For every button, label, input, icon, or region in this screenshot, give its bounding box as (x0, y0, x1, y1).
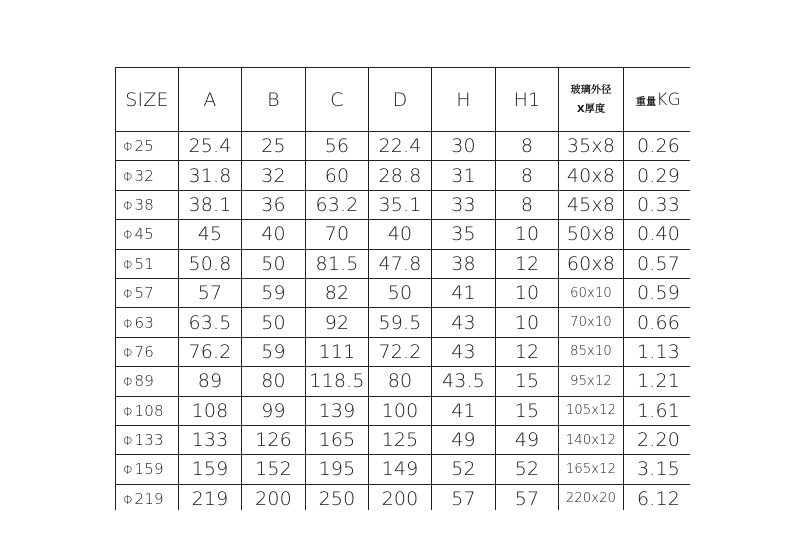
header-b: B (242, 68, 306, 132)
size-value: 45 (134, 225, 155, 244)
cell-glass: 105x12 (559, 396, 624, 425)
cell-weight: 0.33 (624, 190, 691, 219)
header-weight-cn: 重量 (635, 96, 657, 108)
cell-d: 125 (369, 425, 432, 454)
cell-d: 40 (369, 220, 432, 249)
cell-d: 149 (369, 455, 432, 484)
cell-size (116, 484, 179, 510)
size-value: 159 (134, 460, 164, 479)
cell-b: 50 (242, 249, 306, 278)
cell-b: 152 (242, 455, 306, 484)
cell-h1: 49 (496, 425, 559, 454)
cell-d: 35.1 (369, 190, 432, 219)
cell-a: 89 (179, 367, 242, 396)
cell-b: 32 (242, 161, 306, 190)
header-glass-line2: X厚度 (576, 103, 606, 115)
cell-c: 250 (306, 484, 369, 510)
cell-weight: 2.20 (624, 425, 691, 454)
cell-glass: 40x8 (559, 161, 624, 190)
cell-size (116, 455, 179, 484)
cell-b: 200 (242, 484, 306, 510)
size-value: 25 (134, 137, 155, 156)
cell-d: 59.5 (369, 308, 432, 337)
cell-h: 49 (432, 425, 496, 454)
diameter-symbol: Φ (123, 287, 134, 302)
cell-a: 38.1 (179, 190, 242, 219)
cell-weight: 1.61 (624, 396, 691, 425)
cell-weight: 1.13 (624, 337, 691, 366)
cell-h1: 8 (496, 161, 559, 190)
cell-h: 33 (432, 190, 496, 219)
size-value: 76 (134, 342, 155, 361)
table-row (116, 132, 691, 161)
diameter-symbol: Φ (123, 316, 134, 331)
diameter-symbol: Φ (123, 140, 134, 155)
cell-weight: 3.15 (624, 455, 691, 484)
cell-glass: 140x12 (559, 425, 624, 454)
cell-b: 25 (242, 132, 306, 161)
cell-d: 22.4 (369, 132, 432, 161)
cell-h: 35 (432, 220, 496, 249)
diameter-symbol: Φ (123, 404, 134, 419)
cell-size (116, 249, 179, 278)
cell-h1: 15 (496, 396, 559, 425)
cell-c: 63.2 (306, 190, 369, 219)
size-value: 89 (134, 372, 155, 391)
header-d: D (369, 68, 432, 132)
size-value: 108 (134, 401, 164, 420)
size-value: 133 (134, 431, 164, 450)
cell-h: 31 (432, 161, 496, 190)
cell-d: 100 (369, 396, 432, 425)
cell-h1: 10 (496, 220, 559, 249)
size-value: 63 (134, 313, 155, 332)
cell-weight: 0.29 (624, 161, 691, 190)
cell-h1: 12 (496, 249, 559, 278)
size-value: 219 (134, 489, 164, 508)
table-row (116, 220, 691, 249)
cell-glass: 50x8 (559, 220, 624, 249)
cell-a: 133 (179, 425, 242, 454)
cell-d: 50 (369, 278, 432, 307)
cell-c: 165 (306, 425, 369, 454)
cell-c: 139 (306, 396, 369, 425)
diameter-symbol: Φ (123, 434, 134, 449)
cell-h1: 8 (496, 132, 559, 161)
cell-a: 219 (179, 484, 242, 510)
cell-a: 50.8 (179, 249, 242, 278)
cell-h1: 8 (496, 190, 559, 219)
cell-weight: 0.57 (624, 249, 691, 278)
cell-weight: 0.59 (624, 278, 691, 307)
header-c: C (306, 68, 369, 132)
cell-c: 118.5 (306, 367, 369, 396)
cell-b: 126 (242, 425, 306, 454)
cell-size (116, 161, 179, 190)
cell-a: 45 (179, 220, 242, 249)
cell-a: 63.5 (179, 308, 242, 337)
table-row (116, 161, 691, 190)
diameter-symbol: Φ (123, 257, 134, 272)
cell-size (116, 278, 179, 307)
cell-h: 41 (432, 396, 496, 425)
cell-glass: 45x8 (559, 190, 624, 219)
cell-a: 57 (179, 278, 242, 307)
diameter-symbol: Φ (123, 198, 134, 213)
cell-weight: 0.26 (624, 132, 691, 161)
header-h1: H1 (496, 68, 559, 132)
cell-b: 99 (242, 396, 306, 425)
size-value: 51 (134, 254, 155, 273)
diameter-symbol: Φ (123, 492, 134, 507)
diameter-symbol: Φ (123, 169, 134, 184)
cell-glass: 60x10 (559, 278, 624, 307)
table-row (116, 484, 691, 510)
cell-c: 60 (306, 161, 369, 190)
table-row (116, 337, 691, 366)
cell-weight: 6.12 (624, 484, 691, 510)
dimension-table (115, 67, 690, 510)
cell-size (116, 132, 179, 161)
table-row (116, 367, 691, 396)
cell-h: 52 (432, 455, 496, 484)
cell-glass: 95x12 (559, 367, 624, 396)
cell-size (116, 337, 179, 366)
cell-glass: 220x20 (559, 484, 624, 510)
cell-glass: 165x12 (559, 455, 624, 484)
cell-h: 57 (432, 484, 496, 510)
cell-c: 111 (306, 337, 369, 366)
cell-a: 108 (179, 396, 242, 425)
cell-h: 41 (432, 278, 496, 307)
cell-c: 56 (306, 132, 369, 161)
cell-d: 72.2 (369, 337, 432, 366)
diameter-symbol: Φ (123, 228, 134, 243)
cell-b: 36 (242, 190, 306, 219)
size-value: 32 (134, 166, 155, 185)
diameter-symbol: Φ (123, 375, 134, 390)
cell-h1: 10 (496, 278, 559, 307)
diameter-symbol: Φ (123, 463, 134, 478)
cell-d: 80 (369, 367, 432, 396)
cell-a: 25.4 (179, 132, 242, 161)
header-size: SIZE (116, 68, 179, 132)
header-weight-unit: KG (656, 89, 682, 110)
cell-h1: 57 (496, 484, 559, 510)
cell-weight: 1.21 (624, 367, 691, 396)
cell-c: 81.5 (306, 249, 369, 278)
header-glass-line1: 玻璃外径 (570, 84, 612, 96)
cell-size (116, 308, 179, 337)
cell-h: 43 (432, 337, 496, 366)
cell-d: 47.8 (369, 249, 432, 278)
cell-c: 92 (306, 308, 369, 337)
cell-h1: 12 (496, 337, 559, 366)
table-row (116, 278, 691, 307)
cell-size (116, 367, 179, 396)
cell-a: 31.8 (179, 161, 242, 190)
header-row (116, 68, 691, 132)
cell-b: 40 (242, 220, 306, 249)
cell-b: 80 (242, 367, 306, 396)
table-row (116, 455, 691, 484)
cell-h: 30 (432, 132, 496, 161)
cell-b: 59 (242, 278, 306, 307)
header-a: A (179, 68, 242, 132)
table-row (116, 396, 691, 425)
cell-weight: 0.66 (624, 308, 691, 337)
table-row (116, 249, 691, 278)
cell-a: 76.2 (179, 337, 242, 366)
cell-size (116, 220, 179, 249)
cell-size (116, 190, 179, 219)
cell-weight: 0.40 (624, 220, 691, 249)
cell-glass: 60x8 (559, 249, 624, 278)
cell-c: 82 (306, 278, 369, 307)
size-value: 57 (134, 284, 155, 303)
spec-sheet (115, 67, 690, 510)
cell-h1: 10 (496, 308, 559, 337)
cell-size (116, 396, 179, 425)
table-row (116, 425, 691, 454)
table-row (116, 190, 691, 219)
cell-d: 200 (369, 484, 432, 510)
cell-glass: 35x8 (559, 132, 624, 161)
diameter-symbol: Φ (123, 345, 134, 360)
table-row (116, 308, 691, 337)
header-h: H (432, 68, 496, 132)
cell-h1: 52 (496, 455, 559, 484)
cell-b: 50 (242, 308, 306, 337)
size-value: 38 (134, 195, 155, 214)
cell-b: 59 (242, 337, 306, 366)
cell-h1: 15 (496, 367, 559, 396)
cell-h: 43 (432, 308, 496, 337)
cell-glass: 85x10 (559, 337, 624, 366)
cell-h: 38 (432, 249, 496, 278)
cell-h: 43.5 (432, 367, 496, 396)
cell-c: 195 (306, 455, 369, 484)
cell-size (116, 425, 179, 454)
cell-c: 70 (306, 220, 369, 249)
cell-a: 159 (179, 455, 242, 484)
cell-d: 28.8 (369, 161, 432, 190)
header-glass (559, 68, 624, 132)
cell-glass: 70x10 (559, 308, 624, 337)
header-weight (624, 68, 691, 132)
